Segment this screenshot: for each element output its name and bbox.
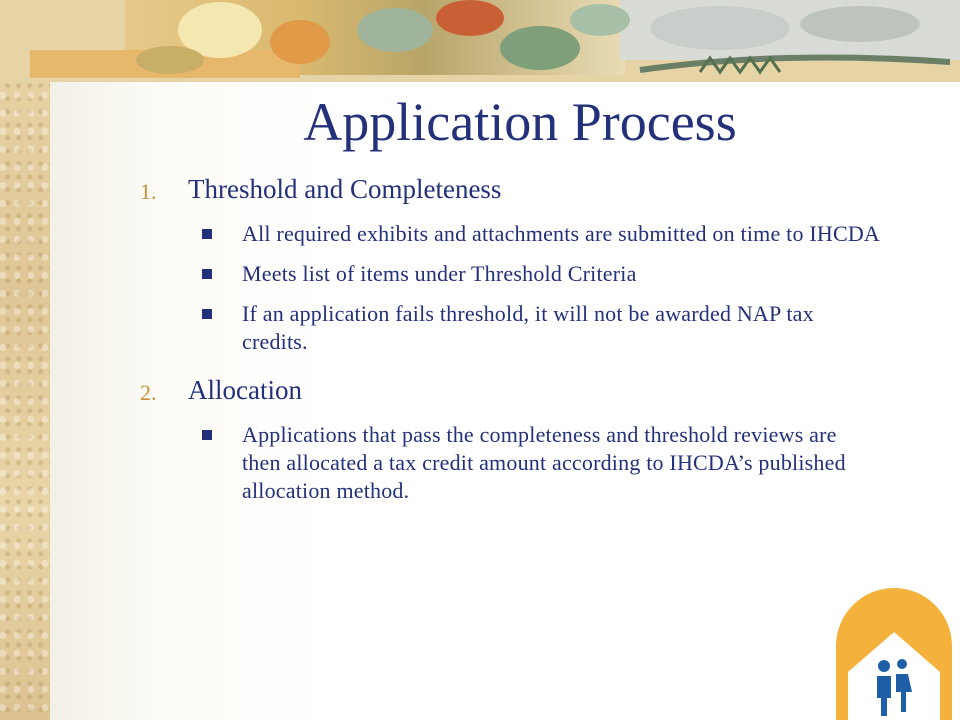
bullet-item xyxy=(202,300,880,356)
slide-title: Application Process xyxy=(303,92,737,152)
bullet-item xyxy=(202,220,880,248)
slide-content xyxy=(140,173,880,505)
leaf-banner-decoration xyxy=(0,0,960,82)
square-bullet-icon xyxy=(202,309,212,319)
list-item-threshold xyxy=(140,173,880,208)
list-item-allocation xyxy=(140,374,880,409)
bullet-item xyxy=(202,421,880,505)
bullet-text: Applications that pass the completeness and threshold reviews are then allocated a tax credit amount according to IHCDA’s published allocation method. xyxy=(242,422,846,503)
bullet-text: Meets list of items under Threshold Criteria xyxy=(242,261,637,286)
house-family-logo-icon xyxy=(828,584,960,720)
list-number: 1. xyxy=(140,179,157,204)
bullet-text: If an application fails threshold, it will not be awarded NAP tax credits. xyxy=(242,301,814,354)
list-heading: Threshold and Completeness xyxy=(188,174,502,204)
list-heading: Allocation xyxy=(188,375,302,405)
square-bullet-icon xyxy=(202,269,212,279)
list-number: 2. xyxy=(140,380,157,405)
bullet-text: All required exhibits and attachments are submitted on time to IHCDA xyxy=(242,221,881,246)
bullet-item xyxy=(202,260,880,288)
square-bullet-icon xyxy=(202,229,212,239)
square-bullet-icon xyxy=(202,430,212,440)
